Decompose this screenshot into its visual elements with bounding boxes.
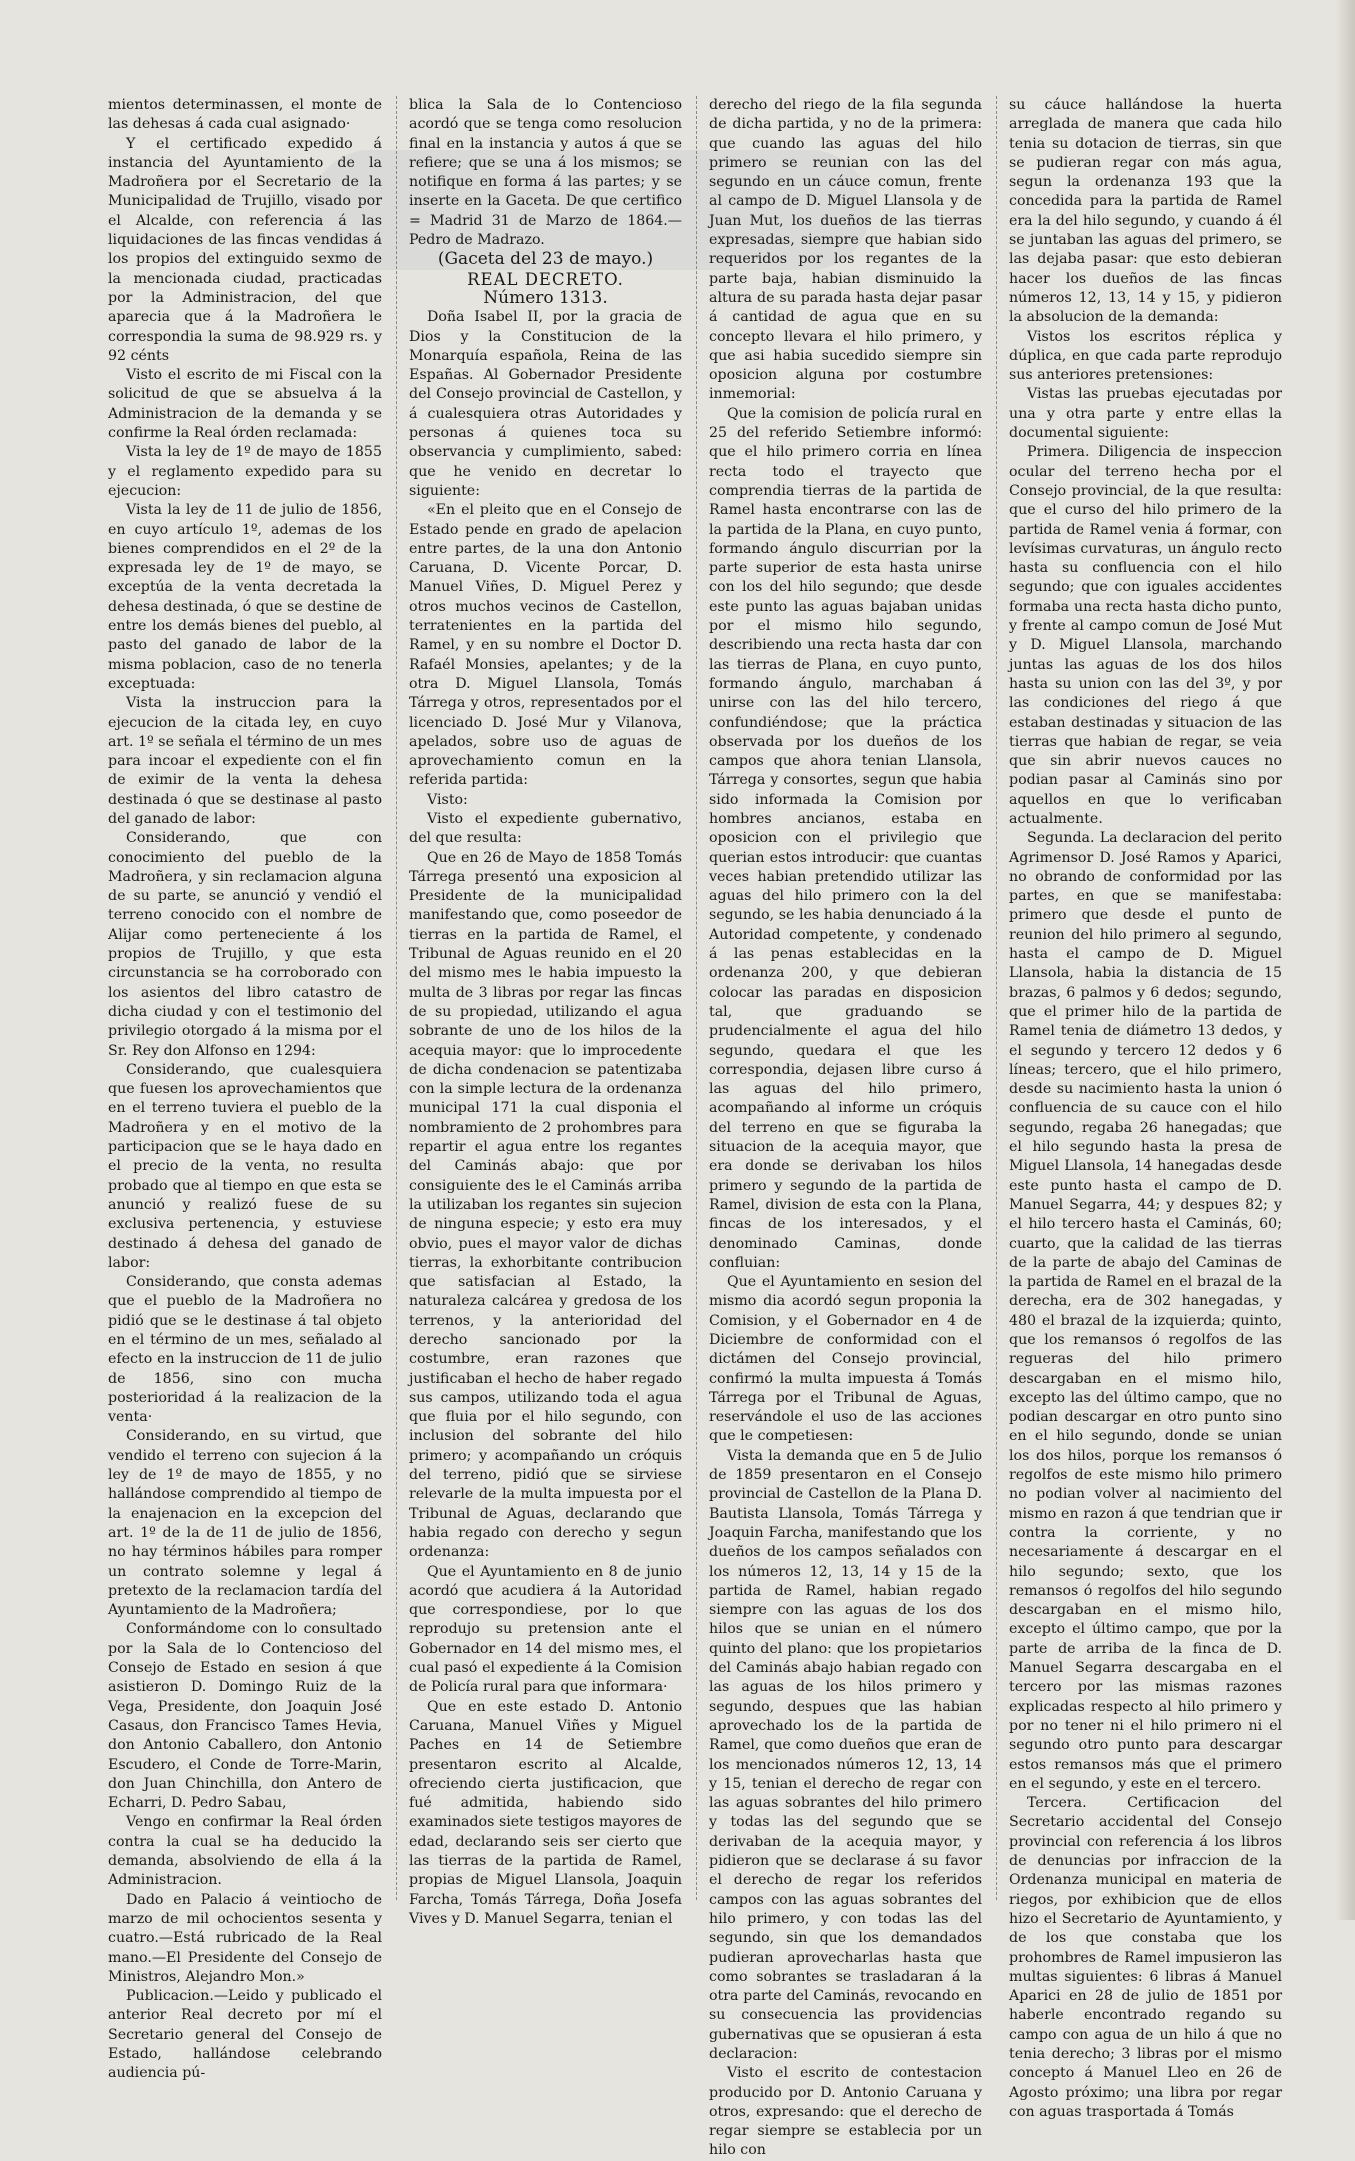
paragraph: Vengo en confirmar la Real órden contra la cual se ha deducido la demanda, absolviendo de ella á la Administracion. <box>108 1814 382 1889</box>
paragraph: Considerando, que consta ademas que el pueblo de la Madroñera no pidió que se le destinase á tal objeto en el término de un mes, señalado al efecto en la instruccion de 11 de julio de 1856, sino con mucha posterioridad á la realizacion de la venta· <box>108 1274 382 1426</box>
column-1 <box>96 96 396 2082</box>
column-4 <box>996 96 1296 2120</box>
paragraph: blica la Sala de lo Contencioso acordó que se tenga como resolucion final en la instancia y autos á que se refiere; que se una á los mismos; se notifique en forma á las partes; y se inserte en la Gaceta. De que certifico = Madrid 31 de Marzo de 1864.—Pedro de Madrazo. <box>409 97 682 249</box>
paragraph: Doña Isabel II, por la gracia de Dios y la Constitucion de la Monarquía española, Reina de las Españas. Al Gobernador Presidente del Consejo provincial de Castellon, y á cualesquiera otras Autoridades y personas á quienes toca su observancia y cumplimiento, sabed: que he venido en decretar lo siguiente: <box>409 309 682 499</box>
paragraph: Vistos los escritos réplica y dúplica, en que cada parte reprodujo sus anteriores pretensiones: <box>1009 328 1282 384</box>
paragraph: Segunda. La declaracion del perito Agrimensor D. José Ramos y Aparici, no obrando de conformidad por las partes, en que se manifestaba: primero que desde el punto de reunion del hilo primero al segundo, hasta el campo de D. Miguel Llansola, habia la distancia de 15 brazas, 6 palmos y 6 dedos; segundo, que el primer hilo de la partida de Ramel tenia de diámetro 13 dedos, y el segundo y tercero 12 dedos y 6 líneas; tercero, que el hilo primero, desde su nacimiento hasta la union ó confluencia de su cauce con el hilo segundo, regaba 26 hanegadas; que el hilo segundo hasta la presa de Miguel Llansola, 14 hanegadas desde este punto hasta el campo de D. Manuel Segarra, 44; y despues 82; y el hilo tercero hasta el Caminás, 60; cuarto, que la calidad de las tierras de la parte de abajo del Caminas de la partida de Ramel en el brazal de la derecha, era de 302 hanegadas, y 480 el brazal de la izquierda; quinto, que los remansos ó regolfos de las regueras del hilo primero descargaban en el mismo hilo, excepto las del último campo, que no podian descargar en otro punto sino en el hilo segundo, donde se unian los dos hilos, porque los remansos ó regolfos de este mismo hilo primero no podian volver al nacimiento del mismo en razon á que tendrian que ir contra la corriente, y no necesariamente á descargar en el hilo segundo; sexto, que los remansos ó regolfos del hilo segundo descargaban en el mismo hilo, excepto el último campo, que por la parte de arriba de la finca de D. Manuel Segarra descargaba en el tercero por las mismas razones explicadas respecto al hilo primero y por no tener ni el hilo primero ni el segundo otro punto para descargar estos remansos más que el primero en el segundo, y este en el tercero. <box>1009 830 1282 1792</box>
paragraph: Visto: <box>427 791 468 808</box>
paragraph: Vista la demanda que en 5 de Julio de 1859 presentaron en el Consejo provincial de Castellon de la Plana D. Bautista Llansola, Tomás Tárrega y Joaquin Farcha, manifestando que los dueños de los campos señalados con los números 12, 13, 14 y 15 de la partida de Ramel, habian regado siempre con las aguas de los dos hilos que se unian en el número quinto del plano: que los propietarios del Caminás abajo habian regado con las aguas de los hilos primero y segundo, despues que las habian aprovechado los de la partida de Ramel, que como dueños que eran de los mencionados números 12, 13, 14 y 15, tenian el derecho de regar con las aguas sobrantes del hilo primero y todas las del segundo que se derivaban de la acequia mayor, y pidieron que se declarase á su favor el derecho de regar los referidos campos con las aguas sobrantes del hilo primero, y con todas las del segundo, sin que los demandados pudieran aprovecharlas hasta que como sobrantes se trasladaran á la otra parte del Caminás, revocando en su consecuencia las providencias gubernativas que se opusieran á esta declaracion: <box>709 1447 982 2062</box>
column-2-intro <box>409 96 682 250</box>
paragraph: Primera. Diligencia de inspeccion ocular del terreno hecha por el Consejo provincial, de la que resulta: que el curso del hilo primero de la partida de Ramel venia á formar, con levísimas curvaturas, un ángulo recto hasta su confluencia con el hilo segundo; que con iguales accidentes formaba una recta hasta dicho punto, y frente al campo comun de José Mut y D. Miguel Llansola, marchando juntas las aguas de los dos hilos hasta su union con las del 3º, y por las condiciones del riego á que estaban destinadas y situacion de las tierras que habian de regar, se veia que sin abrir nuevos cauces no podian pasar al Caminás sino por aquellos en que lo verificaban actualmente. <box>1009 444 1282 827</box>
paragraph: Publicacion.—Leido y publicado el anterior Real decreto por mí el Secretario general del Consejo de Estado, hallándose celebrando audiencia pú- <box>108 1988 382 2082</box>
paragraph: Tercera. Certificacion del Secretario accidental del Consejo provincial con referencia á los libros de denuncias por infraccion de la Ordenanza municipal en materia de riegos, por exhibicion que de ellos hizo el Secretario de Ayuntamiento, y de los que constaba que los prohombres de Ramel impusieron las multas siguientes: 6 libras á Manuel Aparici en 28 de julio de 1851 por haberle encontrado regando su campo con agua de un hilo á que no tenia derecho; 3 libras por el mismo concepto á Manuel Lleo en 26 de Agosto próximo; una libra por regar con aguas trasportada á Tomás <box>1009 1795 1282 2120</box>
paragraph: su cáuce hallándose la huerta arreglada de manera que cada hilo tenia su dotacion de tierras, sin que se pudieran regar con más agua, segun la ordenanza 193 que la concedida para la partida de Ramel era la del hilo segundo, y cuando á él se juntaban las aguas del primero, se las dejaba pasar: que esto debieran hacer los dueños de las fincas números 12, 13, 14 y 15, y pidieron la absolucion de la demanda: <box>1009 97 1282 326</box>
paragraph: Que la comision de policía rural en 25 del referido Setiembre informó: que el hilo primero corria en línea recta todo el trayecto que comprendia tierras de la partida de Ramel hasta encontrarse con las de la partida de la Plana, en cuyo punto, formando ángulo discurrian por la parte superior de esta hasta unirse con los del hilo segundo; que desde este punto las aguas bajaban unidas por el mismo hilo segundo, describiendo una recta hasta dar con las tierras de Plana, en cuyo punto, formando ángulo, marchaban á unirse con las del hilo tercero, confundiéndose; que la práctica observada por los dueños de los campos que ahora tenian Llansola, Tárrega y consortes, segun que habia sido informada la Comision por hombres ancianos, estaba en oposicion con el privilegio que querian estos introducir: que cuantas veces habian pretendido utilizar las aguas del hilo primero con la del segundo, se les habia denunciado á la Autoridad competente, y condenado á las penas establecidas en la ordenanza 200, y que debieran colocar las paradas en disposicion tal, que graduando se prudencialmente el agua del hilo segundo, quedara el que les correspondia, dejasen libre curso á las aguas del hilo primero, acompañando al informe un cróquis del terreno en que se figuraba la situacion de la acequia mayor, que era donde se derivaban los hilos primero y segundo de la partida de Ramel, division de esta con la Plana, fincas de los interesados, y el denominado Caminas, donde confluian: <box>709 405 982 1271</box>
column-2-body <box>409 308 682 1929</box>
paragraph: Vista la ley de 1º de mayo de 1855 y el reglamento expedido para su ejecucion: <box>108 444 382 499</box>
paragraph: derecho del riego de la fila segunda de dicha partida, y no de la primera: que cuando las aguas del hilo primero se reunian con las del segundo en un cáuce comun, frente al campo de D. Miguel Llansola y de Juan Mut, los dueños de las tierras expresadas, siempre que habian sido requeridos por los regantes de la parte baja, habian disminuido la altura de su parada hasta dejar pasar á cantidad de agua que en su concepto llevara el hilo primero, y que asi habia sucedido siempre sin oposicion alguna por costumbre inmemorial: <box>709 97 982 403</box>
paragraph: «En el pleito que en el Consejo de Estado pende en grado de apelacion entre partes, de la una don Antonio Caruana, D. Vicente Porcar, D. Manuel Viñes, D. Miguel Perez y otros muchos vecinos de Castellon, terratenientes en la partida del Ramel, y en su nombre el Doctor D. Rafaél Monsies, apelantes; y de la otra D. Miguel Llansola, Tomás Tárrega y otros, representados por el licenciado D. José Mur y Vilanova, apelados, sobre uso de aguas de aprovechamiento comun en la referida partida: <box>409 502 682 789</box>
paragraph: Visto el escrito de contestacion producido por D. Antonio Caruana y otros, expresando: que el derecho de regar siempre se establecia por un hilo con <box>709 2065 982 2159</box>
paragraph: Que el Ayuntamiento en sesion del mismo dia acordó segun proponia la Comision, y el Gobernador en 4 de Diciembre de conformidad con el dictámen del Consejo provincial, confirmó la multa impuesta á Tomás Tárrega por el Tribunal de Aguas, reservándole el uso de las acciones que le competiesen: <box>709 1274 982 1445</box>
real-decreto-heading: REAL DECRETO. <box>467 269 624 289</box>
paragraph: Que en 26 de Mayo de 1858 Tomás Tárrega presentó una exposicion al Presidente de la municipalidad manifestando que, como poseedor de tierras en la partida de Ramel, el Tribunal de Aguas reunido en el 20 del mismo mes le habia impuesto la multa de 3 libras por regar las fincas de su propiedad, utilizando el agua sobrante de uno de los hilos de la acequia mayor: que lo improcedente de dicha condenacion se patentizaba con la simple lectura de la ordenanza municipal 171 la cual disponia el nombramiento de 2 prohombres para repartir el agua entre los regantes del Caminás abajo: que por consiguiente des le el Caminás arriba la utilizaban los regantes sin sujecion de ninguna especie; y esto era muy obvio, pues el mayor valor de dichas tierras, la exhorbitante contribucion que satisfacian al Estado, la naturaleza calcárea y gredosa de los terrenos, y la anterioridad del derecho sancionado por la costumbre, eran razones que justificaban el hecho de haber regado sus campos, utilizando toda el agua que fluia por el hilo segundo, con inclusion del sobrante del hilo primero; y acompañando un cróquis del terreno, pidió que se sirviese relevarle de la multa impuesta por el Tribunal de Aguas, declarando que habia regado con derecho y segun ordenanza: <box>409 849 682 1561</box>
paragraph: Considerando, que cualesquiera que fuesen los aprovechamientos que en el terreno tuviera el pueblo de la Madroñera y en el motivo de la participacion que se le haya dado en el precio de la venta, no resulta probado que al tiempo en que esta se anunció y realizó fuese de su exclusiva pertenencia, y estuviese destinado á dehesa del ganado de labor: <box>108 1061 382 1271</box>
page-edge <box>1335 0 1355 1920</box>
paragraph: Que en este estado D. Antonio Caruana, Manuel Viñes y Miguel Paches en 14 de Setiembre presentaron escrito al Alcalde, ofreciendo cierta justificacion, que fué admitida, habiendo sido examinados siete testigos mayores de edad, declarando seis ser cierto que las tierras de la partida de Ramel, propias de Miguel Llansola, Joaquin Farcha, Tomás Tárrega, Doña Josefa Vives y D. Manuel Segarra, tenian el <box>409 1698 682 1927</box>
paragraph: Dado en Palacio á veintiocho de marzo de mil ochocientos sesenta y cuatro.—Está rubricado de la Real mano.—El Presidente del Consejo de Ministros, Alejandro Mon.» <box>108 1891 382 1985</box>
paragraph: Y el certificado expedido á instancia del Ayuntamiento de la Madroñera por el Secretario de la Municipalidad de Trujillo, visado por el Alcalde, con referencia á las liquidaciones de las fincas vendidas á los propios del extinguido sexmo de la mencionada ciudad, practicadas por la Administracion, del que aparecia que á la Madroñera le correspondia la suma de 98.929 rs. y 92 cénts <box>108 135 382 364</box>
gaceta-date-heading: (Gaceta del 23 de mayo.) <box>437 249 654 270</box>
decree-number-heading: Número 1313. <box>483 287 608 308</box>
paragraph: Vista la ley de 11 de julio de 1856, en cuyo artículo 1º, ademas de los bienes comprendidos en el 2º de la expresada ley de 1º de mayo, se exceptúa de la venta decretada la dehesa destinada, ó que se destine de entre los demás bienes del pueblo, al pasto del ganado de labor de la misma poblacion, caso de no tenerla exceptuada: <box>108 502 382 692</box>
paragraph: Considerando, que con conocimiento del pueblo de la Madroñera, y sin reclamacion alguna de su parte, se anunció y vendió el terreno conocido con el nombre de Alijar como perteneciente á los propios de Trujillo, y que esta circunstancia se ha corroborado con los asientos del libro catastro de dicha ciudad y con el testimonio del privilegio otorgado á la misma por el Sr. Rey don Alfonso en 1294: <box>108 830 382 1059</box>
paragraph: Conformándome con lo consultado por la Sala de lo Contencioso del Consejo de Estado en sesion á que asistieron D. Domingo Ruiz de la Vega, Presidente, don Joaquin José Casaus, don Francisco Tames Hevia, don Antonio Caballero, don Antonio Escudero, el Conde de Torre-Marin, don Juan Chinchilla, don Antero de Echarri, D. Pedro Sabau, <box>108 1621 382 1812</box>
paragraph: Vistas las pruebas ejecutadas por una y otra parte y entre ellas la documental siguiente: <box>1009 386 1282 442</box>
paragraph: Visto el expediente gubernativo, del que resulta: <box>409 810 682 847</box>
paragraph: Visto el escrito de mi Fiscal con la solicitud de que se absuelva á la Administracion de la demanda y se confirme la Real órden reclamada: <box>108 367 382 442</box>
text-columns <box>96 96 1325 2159</box>
paragraph: mientos determinassen, el monte de las dehesas á cada cual asignado· <box>108 97 382 133</box>
column-3 <box>696 96 996 2159</box>
paragraph: Que el Ayuntamiento en 8 de junio acordó que acudiera á la Autoridad que correspondiese, por lo que reprodujo su pretension ante el Gobernador en 14 del mismo mes, el cual pasó el expediente á la Comision de Policía rural para que informara· <box>409 1563 682 1696</box>
column-2 <box>396 96 696 1927</box>
paragraph: Considerando, en su virtud, que vendido el terreno con sujecion á la ley de 1º de mayo de 1855, y no hallándose comprendido al tiempo de la enajenacion en la excepcion del art. 1º de la de 11 de julio de 1856, no hay términos hábiles para romper un contrato solemne y legal á pretexto de la reclamacion tardía del Ayuntamiento de la Madroñera; <box>108 1428 382 1619</box>
paragraph: Vista la instruccion para la ejecucion de la citada ley, en cuyo art. 1º se señala el término de un mes para incoar el expediente con el fin de eximir de la venta la dehesa destinada ó que se destinase al pasto del ganado de labor: <box>108 695 382 827</box>
